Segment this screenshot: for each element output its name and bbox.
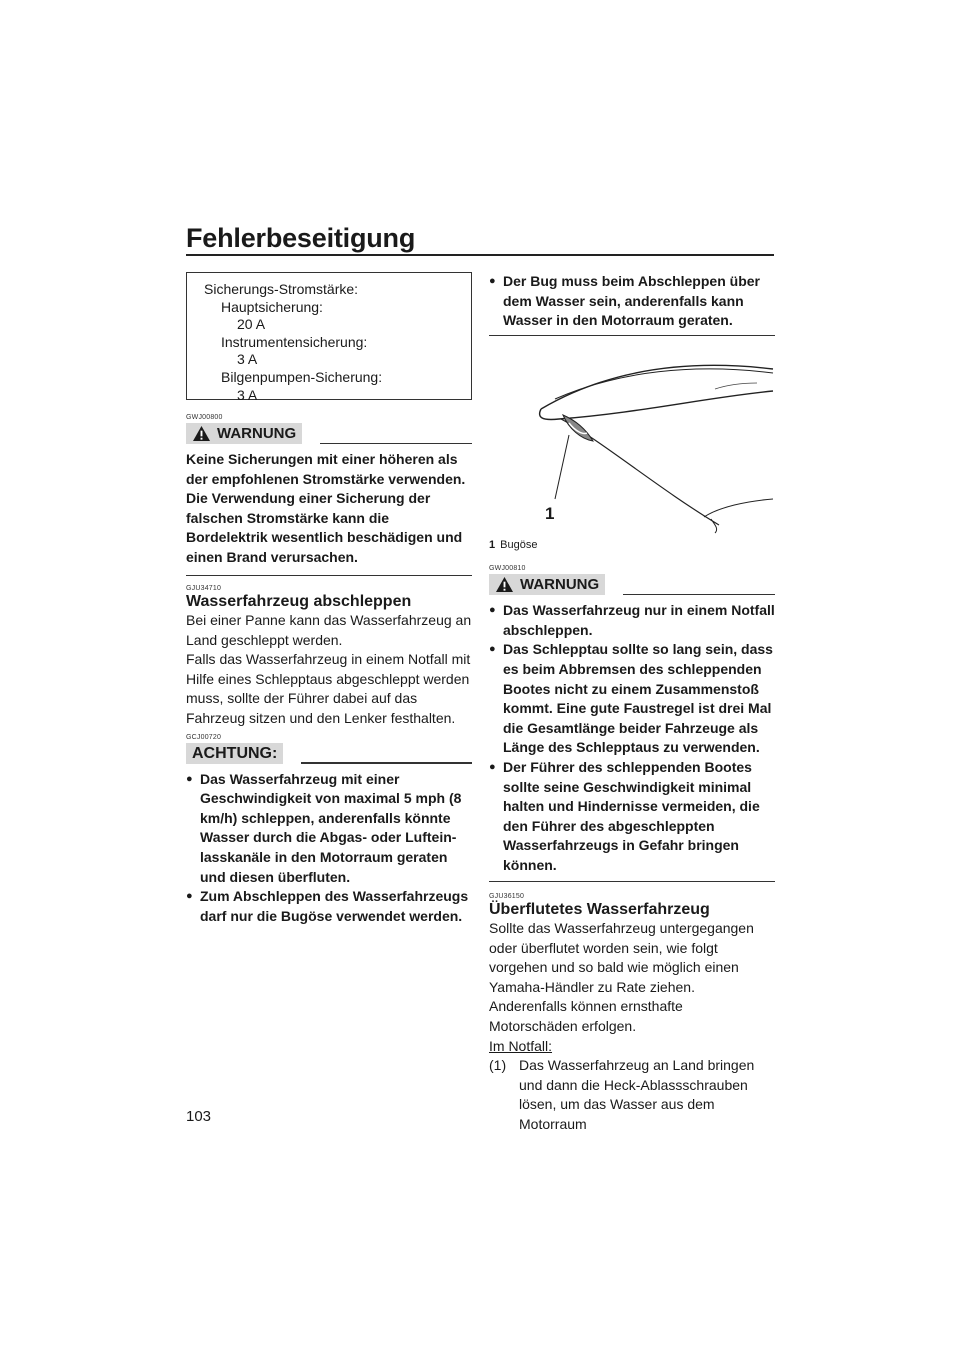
bullet-dot-icon: ●: [489, 761, 496, 774]
flooded-section: [489, 892, 775, 1135]
bullet-dot-icon: ●: [489, 275, 496, 287]
towing-heading: Wasserfahrzeug abschleppen: [186, 593, 412, 611]
step-number: (1): [489, 1057, 507, 1074]
bow-eye-illustration: [489, 349, 775, 539]
page-title: Fehlerbeseitigung: [186, 223, 416, 253]
warning-end-rule: [186, 575, 472, 577]
caution-code: GCJ00720: [186, 733, 222, 741]
fuse-label-main: Hauptsicherung:: [221, 298, 323, 315]
fuse-spec-box: [186, 272, 472, 403]
towing-section: [186, 584, 472, 729]
warning-header: [186, 423, 472, 444]
fuse-value-bilge: 3 A: [237, 386, 258, 403]
warning-rule: [623, 594, 775, 596]
bullet-dot-icon: ●: [186, 890, 193, 903]
caution-end-rule: [489, 335, 775, 337]
bullet-dot-icon: ●: [489, 604, 496, 617]
warning-label: WARNUNG: [520, 576, 600, 594]
caution-bullet: ● Zum Abschleppen des Wasserfahrzeugs darf nur die Bugöse verwendet werden.: [186, 887, 472, 926]
flooded-heading: Überflutetes Wasserfahrzeug: [489, 901, 710, 919]
figure-callout-number: 1: [545, 504, 555, 524]
step-text: Das Wasserfahrzeug an Land bringen und dann die Heck-Ablassschrauben lösen, um das Wasser aus dem Motorraum: [519, 1057, 755, 1133]
warning-fuse: [186, 413, 472, 576]
warning-triangle-icon: [495, 576, 514, 593]
warning-end-rule: [489, 881, 775, 883]
caution-bullet: ● Der Bug muss beim Abschleppen über dem Wasser sein, anderenfalls kann Wasser in den Motorraum geraten.: [489, 272, 775, 331]
warning-badge: [186, 423, 302, 444]
fuse-label-instrument: Instrumentensicherung:: [221, 333, 368, 350]
caution-badge: [186, 743, 283, 764]
caution-rule: [301, 762, 472, 764]
caution-list: [186, 770, 472, 927]
figure-caption: [489, 539, 775, 551]
caution-box: [186, 733, 472, 927]
bullet-dot-icon: ●: [489, 643, 496, 656]
warning-towing: [489, 564, 775, 882]
warning-code: GWJ00800: [186, 414, 223, 421]
warning-bullet: ● Das Wasserfahrzeug nur in einem Notfall abschleppen.: [489, 601, 775, 640]
warning-text: Keine Sicherungen mit einer höheren als der empfohlenen Stromstärke verwenden. Die Verwendung einer Sicherung der falschen Stromstärke kann die Bordelektrik wesentlich beschädigen und einen Brand verursachen.: [186, 451, 466, 565]
flooded-paragraph: Sollte das Wasserfahrzeug untergegangen oder überflutet worden sein, wie folgt vorgehen und so bald wie möglich einen Yamaha-Händler zu Rate ziehen. Anderenfalls können ernsthafte Motorschäden erfolgen.: [489, 920, 754, 1035]
caption-number: 1: [489, 539, 496, 552]
caution-bullet: ● Das Wasserfahrzeug mit einer Geschwindigkeit von maximal 5 mph (8 km/h) schleppen, anderenfalls könnte Wasser durch die Abgas- oder Luftein-lasskanäle in den Motorraum geraten und diesen überfluten.: [186, 770, 472, 888]
right-column: [489, 272, 775, 1135]
step-1: [489, 1056, 775, 1134]
caution-header: [186, 743, 472, 764]
title-rule: [186, 254, 774, 256]
fuse-label-bilge: Bilgenpumpen-Sicherung:: [221, 368, 383, 385]
warning-towing-list: [489, 601, 775, 875]
caution-list-continued: [489, 272, 775, 331]
bullet-dot-icon: ●: [186, 772, 193, 785]
warning-badge: [489, 574, 605, 595]
towing-paragraph-1: Bei einer Panne kann das Wasserfahrzeug an Land geschleppt werden.: [186, 612, 472, 648]
towing-code: GJU34710: [186, 585, 222, 593]
left-column: [186, 272, 472, 926]
fuse-heading: Sicherungs-Stromstärke:: [204, 281, 359, 297]
fuse-value-instrument: 3 A: [237, 351, 258, 368]
fuse-value-main: 20 A: [237, 316, 266, 333]
caption-text: Bugöse: [500, 539, 538, 552]
warning-header: [489, 574, 775, 595]
warning-triangle-icon: [192, 425, 211, 442]
caution-label: ACHTUNG:: [192, 744, 278, 762]
bow-eye-figure: [489, 349, 775, 539]
warning-rule: [320, 443, 472, 445]
warning-bullet: ● Das Schlepptau sollte so lang sein, dass es beim Abbremsen des schleppenden Bootes nicht zu einem Zusammenstoß kommt. Eine gute Faustregel ist drei Mal die Gesamtlänge beider Fahrzeuge als Länge des Schlepptaus zu verwenden.: [489, 640, 775, 758]
towing-paragraph-2: Falls das Wasserfahrzeug in einem Notfall mit Hilfe eines Schlepptaus abgeschleppt werden muss, sollte der Führer dabei auf das Fahrzeug sitzen und den Lenker festhalten.: [186, 651, 471, 727]
emergency-label: Im Notfall:: [489, 1037, 553, 1054]
flooded-code: GJU36150: [489, 893, 525, 901]
page-number: 103: [186, 1108, 212, 1125]
warning-code: GWJ00810: [489, 565, 526, 573]
warning-bullet: ● Der Führer des schleppenden Bootes sollte seine Geschwindigkeit minimal halten und Hindernisse vermeiden, die den Führer des abgeschleppten Wasserfahrzeugs in Gefahr bringen können.: [489, 758, 775, 876]
warning-label: WARNUNG: [217, 425, 297, 442]
